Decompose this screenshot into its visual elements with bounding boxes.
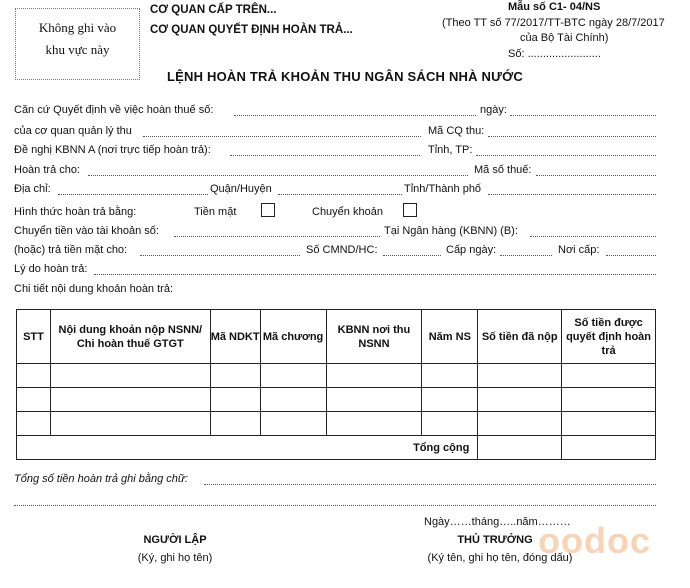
detail-label: Chi tiết nội dung khoản hoàn trả: [14,283,174,295]
header-year: Năm NS [422,310,478,364]
watermark-logo: oodoc [538,520,651,561]
reference-line-1: (Theo TT số 77/2017/TT-BTC ngày 28/7/2017 [442,17,665,29]
total-label: Tổng cộng [17,436,478,460]
decision-label: Căn cứ Quyết định về việc hoàn thuế số: [14,104,214,116]
head-note: (Ký tên, ghi họ tên, đóng dấu) [427,552,573,564]
amount-words-field[interactable] [204,484,656,485]
transfer-checkbox[interactable] [403,203,417,217]
table-header-row [17,310,656,364]
id-field[interactable] [383,255,441,256]
reason-label: Lý do hoàn trả: [14,263,88,275]
agency-superior: CƠ QUAN CẤP TRÊN... [150,4,277,16]
header-refund: Số tiền được quyết định hoàn trả [562,310,656,364]
cash-to-label: (hoặc) trả tiền mặt cho: [14,244,128,256]
issue-date-field[interactable] [500,255,552,256]
issue-place-field[interactable] [606,255,656,256]
district-label: Quận/Huyện [210,183,272,195]
amount-words-field-2[interactable] [14,505,656,506]
address-field[interactable] [58,194,208,195]
proposal-field[interactable] [230,155,420,156]
agency-decision: CƠ QUAN QUYẾT ĐỊNH HOÀN TRẢ... [150,24,353,36]
refund-to-field[interactable] [88,175,468,176]
reference-line-2: của Bộ Tài Chính) [520,32,609,44]
header-content: Nội dung khoản nộp NSNN/ Chi hoàn thuế GTGT [50,310,210,364]
id-label: Số CMND/HC: [306,244,378,256]
bank-label: Tại Ngân hàng (KBNN) (B): [384,225,518,237]
preparer-title: NGƯỜI LẬP [143,534,207,546]
account-field[interactable] [174,236,380,237]
city-field[interactable] [488,194,656,195]
table-row[interactable] [17,388,656,412]
agency-code-label: Mã CQ thu: [428,125,485,137]
refund-to-label: Hoàn trả cho: [14,164,81,176]
preparer-note: (Ký, ghi họ tên) [137,552,213,564]
header-paid: Số tiền đã nộp [478,310,562,364]
province-field[interactable] [476,155,656,156]
decision-number-field[interactable] [234,115,476,116]
city-label: Tỉnh/Thành phố [404,183,482,195]
bank-field[interactable] [530,236,656,237]
tax-code-label: Mã số thuế: [474,164,532,176]
date-label: ngày: [480,104,507,116]
refund-detail-table [16,309,656,460]
cash-checkbox[interactable] [261,203,275,217]
form-number: Mẫu số C1- 04/NS [508,1,601,13]
issue-place-label: Nơi cấp: [558,244,600,256]
amount-words-label: Tổng số tiền hoàn trả ghi bằng chữ: [14,473,188,485]
total-paid-cell[interactable] [478,436,562,460]
date-line: Ngày……tháng…..năm……… [424,516,571,528]
table-row[interactable] [17,412,656,436]
transfer-label: Chuyển khoản [312,206,383,218]
total-refund-cell[interactable] [562,436,656,460]
head-title: THỦ TRƯỞNG [457,534,533,546]
stamp-line-1: Không ghi vào [38,20,117,35]
stamp-line-2: khu vực này [45,42,110,57]
district-field[interactable] [278,194,402,195]
tax-code-field[interactable] [536,175,656,176]
address-label: Địa chỉ: [14,183,51,195]
agency-field[interactable] [143,136,421,137]
table-total-row [17,436,656,460]
method-label: Hình thức hoàn trả bằng: [14,206,137,218]
agency-code-field[interactable] [488,136,656,137]
reason-field[interactable] [94,274,656,275]
proposal-label: Đề nghị KBNN A (nơi trực tiếp hoàn trả): [14,144,211,156]
cash-label: Tiền mặt [194,206,237,218]
agency-label: của cơ quan quản lý thu [14,125,132,137]
table-row[interactable] [17,364,656,388]
date-field[interactable] [510,115,656,116]
header-treasury: KBNN nơi thu NSNN [326,310,422,364]
header-ndkt: Mã NDKT [210,310,260,364]
issue-date-label: Cấp ngày: [446,244,497,256]
header-stt: STT [17,310,51,364]
account-label: Chuyển tiền vào tài khoản số: [14,225,159,237]
province-label: Tỉnh, TP: [428,144,473,156]
header-chapter: Mã chương [260,310,326,364]
document-title: LỆNH HOÀN TRẢ KHOẢN THU NGÂN SÁCH NHÀ NƯỚC [167,69,523,84]
cash-to-field[interactable] [140,255,300,256]
document-number: Số: ........................ [508,48,601,60]
